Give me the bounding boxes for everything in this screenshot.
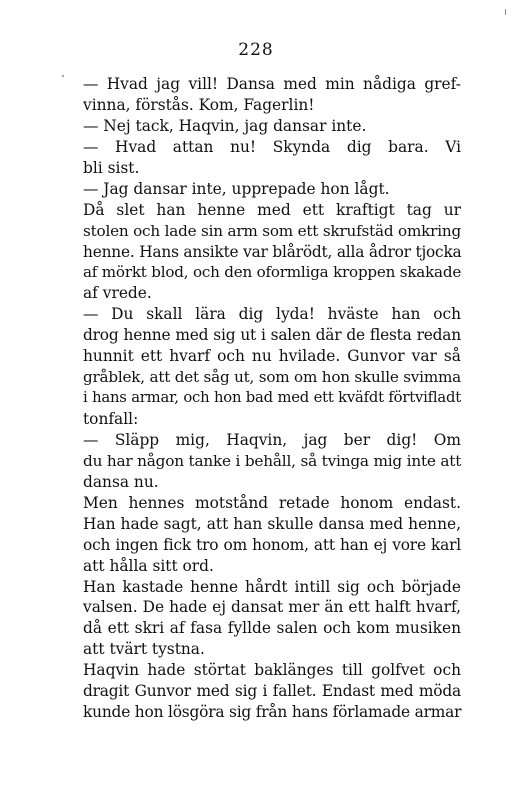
text-line: drog henne med sig ut i salen där de flesta redan <box>83 326 461 345</box>
text-line: henne. Hans ansikte var blårödt, alla ådror tjocka <box>83 242 462 261</box>
text-line: — Släpp mig, Haqvin, jag ber dig! Om <box>83 430 461 449</box>
text-line: kunde hon lösgöra sig från hans förlamade armar <box>83 703 462 722</box>
text-line: dansa nu. <box>83 472 159 491</box>
text-line: Han hade sagt, att han skulle dansa med henne, <box>83 514 461 533</box>
text-line: vinna, förstås. Kom, Fagerlin! <box>83 95 315 114</box>
text-line: gråblek, att det såg ut, som om hon skulle svimma <box>83 368 462 387</box>
text-line: — Hvad jag vill! Dansa med min nådiga gref- <box>83 75 461 93</box>
text-line: stolen och lade sin arm som ett skrufstäd omkring <box>83 221 461 240</box>
text-line: — Nej tack, Haqvin, jag dansar inte. <box>83 116 367 135</box>
text-line: bli sist. <box>83 158 140 177</box>
text-line: Då slet han henne med ett kraftigt tag ur <box>83 200 461 219</box>
text-line: af vrede. <box>83 284 152 303</box>
print-speck <box>505 9 506 15</box>
print-speck <box>62 75 64 77</box>
text-line: — Jag dansar inte, upprepade hon lågt. <box>83 179 390 198</box>
text-line: dragit Gunvor med sig i fallet. Endast med möda <box>83 682 461 701</box>
text-line: tonfall: <box>83 410 139 428</box>
text-line: — Du skall lära dig lyda! hväste han och <box>83 305 461 324</box>
text-line: Men hennes motstånd retade honom endast. <box>83 493 461 512</box>
text-line: att hålla sitt ord. <box>83 556 214 575</box>
text-line: att tvärt tystna. <box>83 640 205 659</box>
text-line: — Hvad attan nu! Skynda dig bara. Vi <box>83 137 461 156</box>
text-line: då ett skri af fasa fyllde salen och kom musiken <box>83 619 461 638</box>
text-line: i hans armar, och hon bad med ett kväfdt förtvifladt <box>83 389 461 407</box>
body-text <box>83 74 461 723</box>
text-line: Haqvin hade störtat baklänges till golfvet och <box>83 661 461 680</box>
text-line: du har någon tanke i behåll, så tvinga mig inte att <box>83 451 462 470</box>
text-line: och ingen fick tro om honom, att han ej vore karl <box>83 535 461 554</box>
text-line: Han kastade henne hårdt intill sig och började <box>83 577 461 596</box>
text-line: valsen. De hade ej dansat mer än ett halft hvarf, <box>83 598 461 617</box>
page-number: 228 <box>238 40 274 60</box>
text-line: hunnit ett hvarf och nu hvilade. Gunvor var så <box>83 347 461 366</box>
text-line: af mörkt blod, och den oformliga kroppen skakade <box>83 263 462 282</box>
